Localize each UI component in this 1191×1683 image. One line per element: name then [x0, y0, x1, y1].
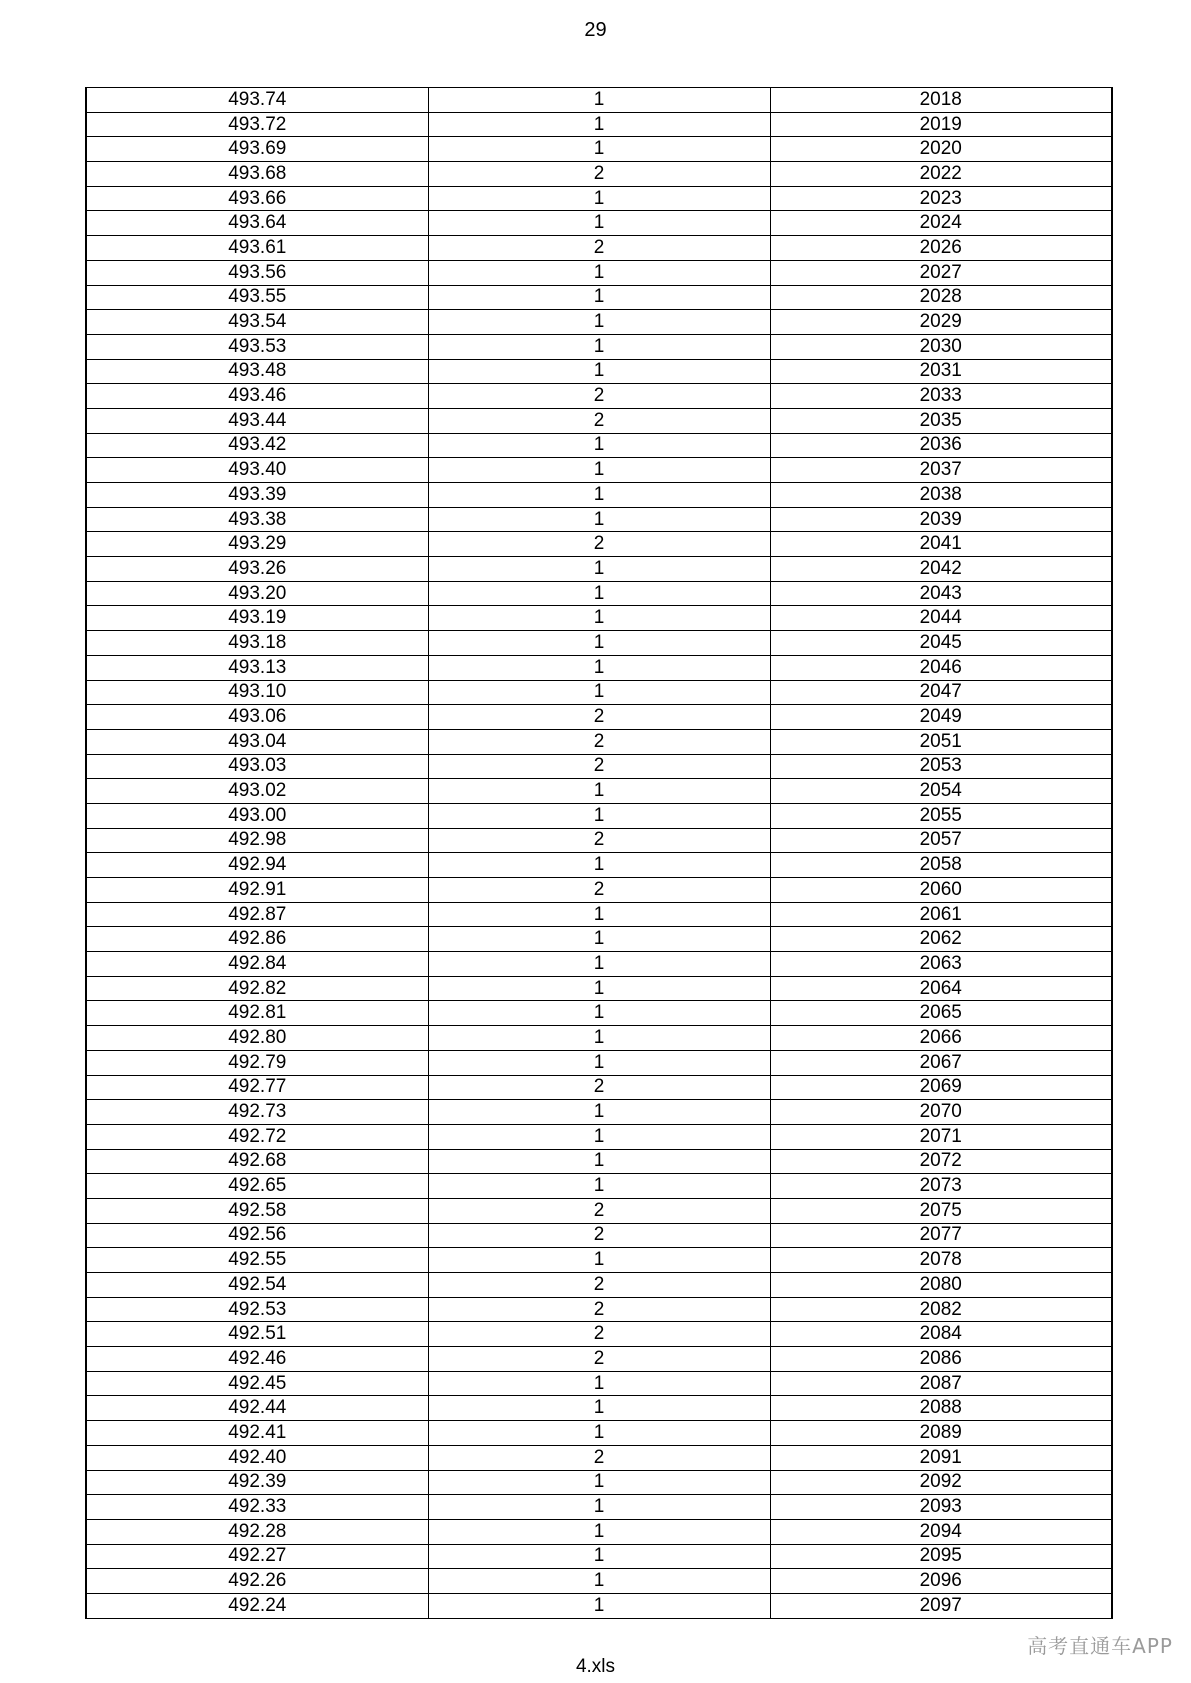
- count-cell: 2: [428, 729, 770, 754]
- score-cell: 493.69: [86, 137, 428, 162]
- count-cell: 2: [428, 532, 770, 557]
- table-row: [86, 927, 1112, 952]
- table-row: [86, 236, 1112, 261]
- cumulative-cell: 2026: [770, 236, 1112, 261]
- count-cell: 1: [428, 334, 770, 359]
- watermark: 高考直通车APP: [1027, 1634, 1173, 1658]
- count-cell: 2: [428, 1075, 770, 1100]
- table-row: [86, 483, 1112, 508]
- table-row: [86, 853, 1112, 878]
- table-row: [86, 1569, 1112, 1594]
- table-row: [86, 1593, 1112, 1618]
- count-cell: 1: [428, 902, 770, 927]
- table-row: [86, 1297, 1112, 1322]
- score-cell: 493.48: [86, 359, 428, 384]
- cumulative-cell: 2097: [770, 1593, 1112, 1618]
- table-row: [86, 1445, 1112, 1470]
- count-cell: 1: [428, 1396, 770, 1421]
- table-row: [86, 1544, 1112, 1569]
- cumulative-cell: 2049: [770, 705, 1112, 730]
- table-row: [86, 1198, 1112, 1223]
- score-cell: 492.91: [86, 878, 428, 903]
- score-cell: 492.65: [86, 1174, 428, 1199]
- score-cell: 493.44: [86, 408, 428, 433]
- count-cell: 2: [428, 1297, 770, 1322]
- table-row: [86, 1001, 1112, 1026]
- cumulative-cell: 2058: [770, 853, 1112, 878]
- table-row: [86, 1322, 1112, 1347]
- score-cell: 493.18: [86, 631, 428, 656]
- score-cell: 492.33: [86, 1495, 428, 1520]
- cumulative-cell: 2023: [770, 186, 1112, 211]
- cumulative-cell: 2073: [770, 1174, 1112, 1199]
- score-cell: 493.40: [86, 458, 428, 483]
- cumulative-cell: 2096: [770, 1569, 1112, 1594]
- count-cell: 2: [428, 828, 770, 853]
- score-cell: 492.94: [86, 853, 428, 878]
- cumulative-cell: 2082: [770, 1297, 1112, 1322]
- cumulative-cell: 2095: [770, 1544, 1112, 1569]
- count-cell: 1: [428, 606, 770, 631]
- table-row: [86, 1273, 1112, 1298]
- count-cell: 1: [428, 137, 770, 162]
- cumulative-cell: 2093: [770, 1495, 1112, 1520]
- count-cell: 1: [428, 507, 770, 532]
- table-row: [86, 878, 1112, 903]
- count-cell: 1: [428, 1569, 770, 1594]
- count-cell: 2: [428, 754, 770, 779]
- score-cell: 493.72: [86, 112, 428, 137]
- table-row: [86, 680, 1112, 705]
- score-cell: 493.54: [86, 310, 428, 335]
- score-cell: 492.98: [86, 828, 428, 853]
- table-row: [86, 285, 1112, 310]
- table-row: [86, 631, 1112, 656]
- table-row: [86, 581, 1112, 606]
- count-cell: 1: [428, 260, 770, 285]
- cumulative-cell: 2060: [770, 878, 1112, 903]
- score-cell: 493.42: [86, 433, 428, 458]
- score-cell: 492.27: [86, 1544, 428, 1569]
- table-row: [86, 1124, 1112, 1149]
- table-row: [86, 1050, 1112, 1075]
- score-cell: 493.20: [86, 581, 428, 606]
- cumulative-cell: 2051: [770, 729, 1112, 754]
- count-cell: 2: [428, 236, 770, 261]
- score-cell: 492.46: [86, 1347, 428, 1372]
- score-cell: 492.39: [86, 1470, 428, 1495]
- table-row: [86, 803, 1112, 828]
- count-cell: 1: [428, 1495, 770, 1520]
- table-row: [86, 902, 1112, 927]
- count-cell: 1: [428, 1371, 770, 1396]
- table-row: [86, 260, 1112, 285]
- count-cell: 2: [428, 878, 770, 903]
- count-cell: 1: [428, 779, 770, 804]
- score-cell: 492.56: [86, 1223, 428, 1248]
- count-cell: 1: [428, 1026, 770, 1051]
- count-cell: 2: [428, 1322, 770, 1347]
- cumulative-cell: 2065: [770, 1001, 1112, 1026]
- count-cell: 2: [428, 162, 770, 187]
- table-row: [86, 211, 1112, 236]
- cumulative-cell: 2033: [770, 384, 1112, 409]
- cumulative-cell: 2072: [770, 1149, 1112, 1174]
- footer-filename: 4.xls: [575, 1656, 616, 1677]
- score-cell: 493.46: [86, 384, 428, 409]
- table-row: [86, 162, 1112, 187]
- cumulative-cell: 2043: [770, 581, 1112, 606]
- table-row: [86, 1174, 1112, 1199]
- count-cell: 1: [428, 433, 770, 458]
- table-row: [86, 828, 1112, 853]
- count-cell: 1: [428, 631, 770, 656]
- count-cell: 1: [428, 310, 770, 335]
- cumulative-cell: 2078: [770, 1248, 1112, 1273]
- cumulative-cell: 2062: [770, 927, 1112, 952]
- cumulative-cell: 2075: [770, 1198, 1112, 1223]
- cumulative-cell: 2094: [770, 1519, 1112, 1544]
- score-cell: 492.77: [86, 1075, 428, 1100]
- table-row: [86, 1421, 1112, 1446]
- cumulative-cell: 2066: [770, 1026, 1112, 1051]
- cumulative-cell: 2064: [770, 976, 1112, 1001]
- table-row: [86, 1347, 1112, 1372]
- cumulative-cell: 2020: [770, 137, 1112, 162]
- table-row: [86, 433, 1112, 458]
- table-row: [86, 1495, 1112, 1520]
- cumulative-cell: 2077: [770, 1223, 1112, 1248]
- score-cell: 493.06: [86, 705, 428, 730]
- cumulative-cell: 2070: [770, 1100, 1112, 1125]
- score-cell: 492.45: [86, 1371, 428, 1396]
- count-cell: 1: [428, 1248, 770, 1273]
- cumulative-cell: 2039: [770, 507, 1112, 532]
- count-cell: 1: [428, 1470, 770, 1495]
- cumulative-cell: 2071: [770, 1124, 1112, 1149]
- score-cell: 492.55: [86, 1248, 428, 1273]
- table-row: [86, 310, 1112, 335]
- table-row: [86, 1248, 1112, 1273]
- score-cell: 493.66: [86, 186, 428, 211]
- cumulative-cell: 2041: [770, 532, 1112, 557]
- count-cell: 2: [428, 1347, 770, 1372]
- count-cell: 2: [428, 705, 770, 730]
- score-cell: 493.61: [86, 236, 428, 261]
- count-cell: 2: [428, 1273, 770, 1298]
- cumulative-cell: 2038: [770, 483, 1112, 508]
- table-row: [86, 1100, 1112, 1125]
- cumulative-cell: 2057: [770, 828, 1112, 853]
- score-cell: 492.44: [86, 1396, 428, 1421]
- score-cell: 493.55: [86, 285, 428, 310]
- score-cell: 492.26: [86, 1569, 428, 1594]
- count-cell: 2: [428, 1198, 770, 1223]
- count-cell: 2: [428, 1445, 770, 1470]
- score-cell: 493.19: [86, 606, 428, 631]
- score-cell: 492.84: [86, 952, 428, 977]
- table-row: [86, 507, 1112, 532]
- score-cell: 492.80: [86, 1026, 428, 1051]
- cumulative-cell: 2061: [770, 902, 1112, 927]
- score-cell: 492.51: [86, 1322, 428, 1347]
- score-table: [85, 87, 1113, 1619]
- count-cell: 1: [428, 1124, 770, 1149]
- score-cell: 493.10: [86, 680, 428, 705]
- cumulative-cell: 2046: [770, 655, 1112, 680]
- table-row: [86, 1470, 1112, 1495]
- score-cell: 492.54: [86, 1273, 428, 1298]
- count-cell: 1: [428, 211, 770, 236]
- table-row: [86, 976, 1112, 1001]
- cumulative-cell: 2030: [770, 334, 1112, 359]
- score-table-body: [86, 88, 1112, 1619]
- score-cell: 493.26: [86, 557, 428, 582]
- table-row: [86, 754, 1112, 779]
- count-cell: 1: [428, 1544, 770, 1569]
- count-cell: 1: [428, 655, 770, 680]
- score-cell: 493.74: [86, 88, 428, 113]
- score-cell: 493.03: [86, 754, 428, 779]
- score-cell: 492.53: [86, 1297, 428, 1322]
- table-row: [86, 655, 1112, 680]
- table-row: [86, 532, 1112, 557]
- score-cell: 493.53: [86, 334, 428, 359]
- count-cell: 1: [428, 1519, 770, 1544]
- cumulative-cell: 2087: [770, 1371, 1112, 1396]
- score-cell: 493.02: [86, 779, 428, 804]
- table-row: [86, 384, 1112, 409]
- count-cell: 1: [428, 680, 770, 705]
- score-cell: 493.13: [86, 655, 428, 680]
- score-cell: 493.00: [86, 803, 428, 828]
- cumulative-cell: 2029: [770, 310, 1112, 335]
- cumulative-cell: 2044: [770, 606, 1112, 631]
- table-row: [86, 1149, 1112, 1174]
- cumulative-cell: 2037: [770, 458, 1112, 483]
- score-cell: 493.29: [86, 532, 428, 557]
- table-row: [86, 1026, 1112, 1051]
- cumulative-cell: 2084: [770, 1322, 1112, 1347]
- table-row: [86, 952, 1112, 977]
- cumulative-cell: 2042: [770, 557, 1112, 582]
- cumulative-cell: 2067: [770, 1050, 1112, 1075]
- table-row: [86, 557, 1112, 582]
- cumulative-cell: 2089: [770, 1421, 1112, 1446]
- cumulative-cell: 2054: [770, 779, 1112, 804]
- table-row: [86, 186, 1112, 211]
- score-cell: 492.68: [86, 1149, 428, 1174]
- score-cell: 493.56: [86, 260, 428, 285]
- score-cell: 493.38: [86, 507, 428, 532]
- count-cell: 1: [428, 1149, 770, 1174]
- table-row: [86, 729, 1112, 754]
- table-row: [86, 606, 1112, 631]
- cumulative-cell: 2027: [770, 260, 1112, 285]
- cumulative-cell: 2022: [770, 162, 1112, 187]
- cumulative-cell: 2069: [770, 1075, 1112, 1100]
- count-cell: 1: [428, 88, 770, 113]
- count-cell: 2: [428, 384, 770, 409]
- score-cell: 492.40: [86, 1445, 428, 1470]
- cumulative-cell: 2063: [770, 952, 1112, 977]
- count-cell: 1: [428, 458, 770, 483]
- score-cell: 492.28: [86, 1519, 428, 1544]
- count-cell: 1: [428, 186, 770, 211]
- score-cell: 492.81: [86, 1001, 428, 1026]
- cumulative-cell: 2091: [770, 1445, 1112, 1470]
- cumulative-cell: 2088: [770, 1396, 1112, 1421]
- count-cell: 1: [428, 112, 770, 137]
- score-cell: 492.82: [86, 976, 428, 1001]
- count-cell: 1: [428, 1001, 770, 1026]
- score-cell: 492.79: [86, 1050, 428, 1075]
- table-row: [86, 112, 1112, 137]
- table-row: [86, 1396, 1112, 1421]
- count-cell: 1: [428, 952, 770, 977]
- table-row: [86, 458, 1112, 483]
- table-row: [86, 1371, 1112, 1396]
- count-cell: 1: [428, 927, 770, 952]
- count-cell: 1: [428, 1100, 770, 1125]
- count-cell: 1: [428, 976, 770, 1001]
- table-row: [86, 1519, 1112, 1544]
- table-row: [86, 88, 1112, 113]
- cumulative-cell: 2031: [770, 359, 1112, 384]
- page-number: 29: [584, 19, 607, 41]
- score-cell: 492.73: [86, 1100, 428, 1125]
- count-cell: 1: [428, 803, 770, 828]
- count-cell: 1: [428, 853, 770, 878]
- score-cell: 492.41: [86, 1421, 428, 1446]
- table-row: [86, 359, 1112, 384]
- count-cell: 1: [428, 483, 770, 508]
- table-row: [86, 1223, 1112, 1248]
- count-cell: 1: [428, 359, 770, 384]
- count-cell: 1: [428, 1174, 770, 1199]
- table-row: [86, 779, 1112, 804]
- score-cell: 492.24: [86, 1593, 428, 1618]
- count-cell: 1: [428, 285, 770, 310]
- count-cell: 1: [428, 557, 770, 582]
- score-cell: 492.87: [86, 902, 428, 927]
- cumulative-cell: 2036: [770, 433, 1112, 458]
- cumulative-cell: 2047: [770, 680, 1112, 705]
- score-cell: 492.58: [86, 1198, 428, 1223]
- cumulative-cell: 2018: [770, 88, 1112, 113]
- score-cell: 493.68: [86, 162, 428, 187]
- table-row: [86, 334, 1112, 359]
- cumulative-cell: 2024: [770, 211, 1112, 236]
- cumulative-cell: 2086: [770, 1347, 1112, 1372]
- score-cell: 492.72: [86, 1124, 428, 1149]
- score-cell: 493.64: [86, 211, 428, 236]
- score-cell: 493.04: [86, 729, 428, 754]
- cumulative-cell: 2080: [770, 1273, 1112, 1298]
- score-table-container: [85, 87, 1113, 1619]
- table-row: [86, 137, 1112, 162]
- score-cell: 493.39: [86, 483, 428, 508]
- count-cell: 1: [428, 1593, 770, 1618]
- cumulative-cell: 2019: [770, 112, 1112, 137]
- cumulative-cell: 2055: [770, 803, 1112, 828]
- cumulative-cell: 2053: [770, 754, 1112, 779]
- table-row: [86, 705, 1112, 730]
- cumulative-cell: 2045: [770, 631, 1112, 656]
- count-cell: 2: [428, 1223, 770, 1248]
- count-cell: 1: [428, 1050, 770, 1075]
- table-row: [86, 1075, 1112, 1100]
- table-row: [86, 408, 1112, 433]
- cumulative-cell: 2092: [770, 1470, 1112, 1495]
- score-cell: 492.86: [86, 927, 428, 952]
- count-cell: 2: [428, 408, 770, 433]
- count-cell: 1: [428, 581, 770, 606]
- cumulative-cell: 2035: [770, 408, 1112, 433]
- cumulative-cell: 2028: [770, 285, 1112, 310]
- count-cell: 1: [428, 1421, 770, 1446]
